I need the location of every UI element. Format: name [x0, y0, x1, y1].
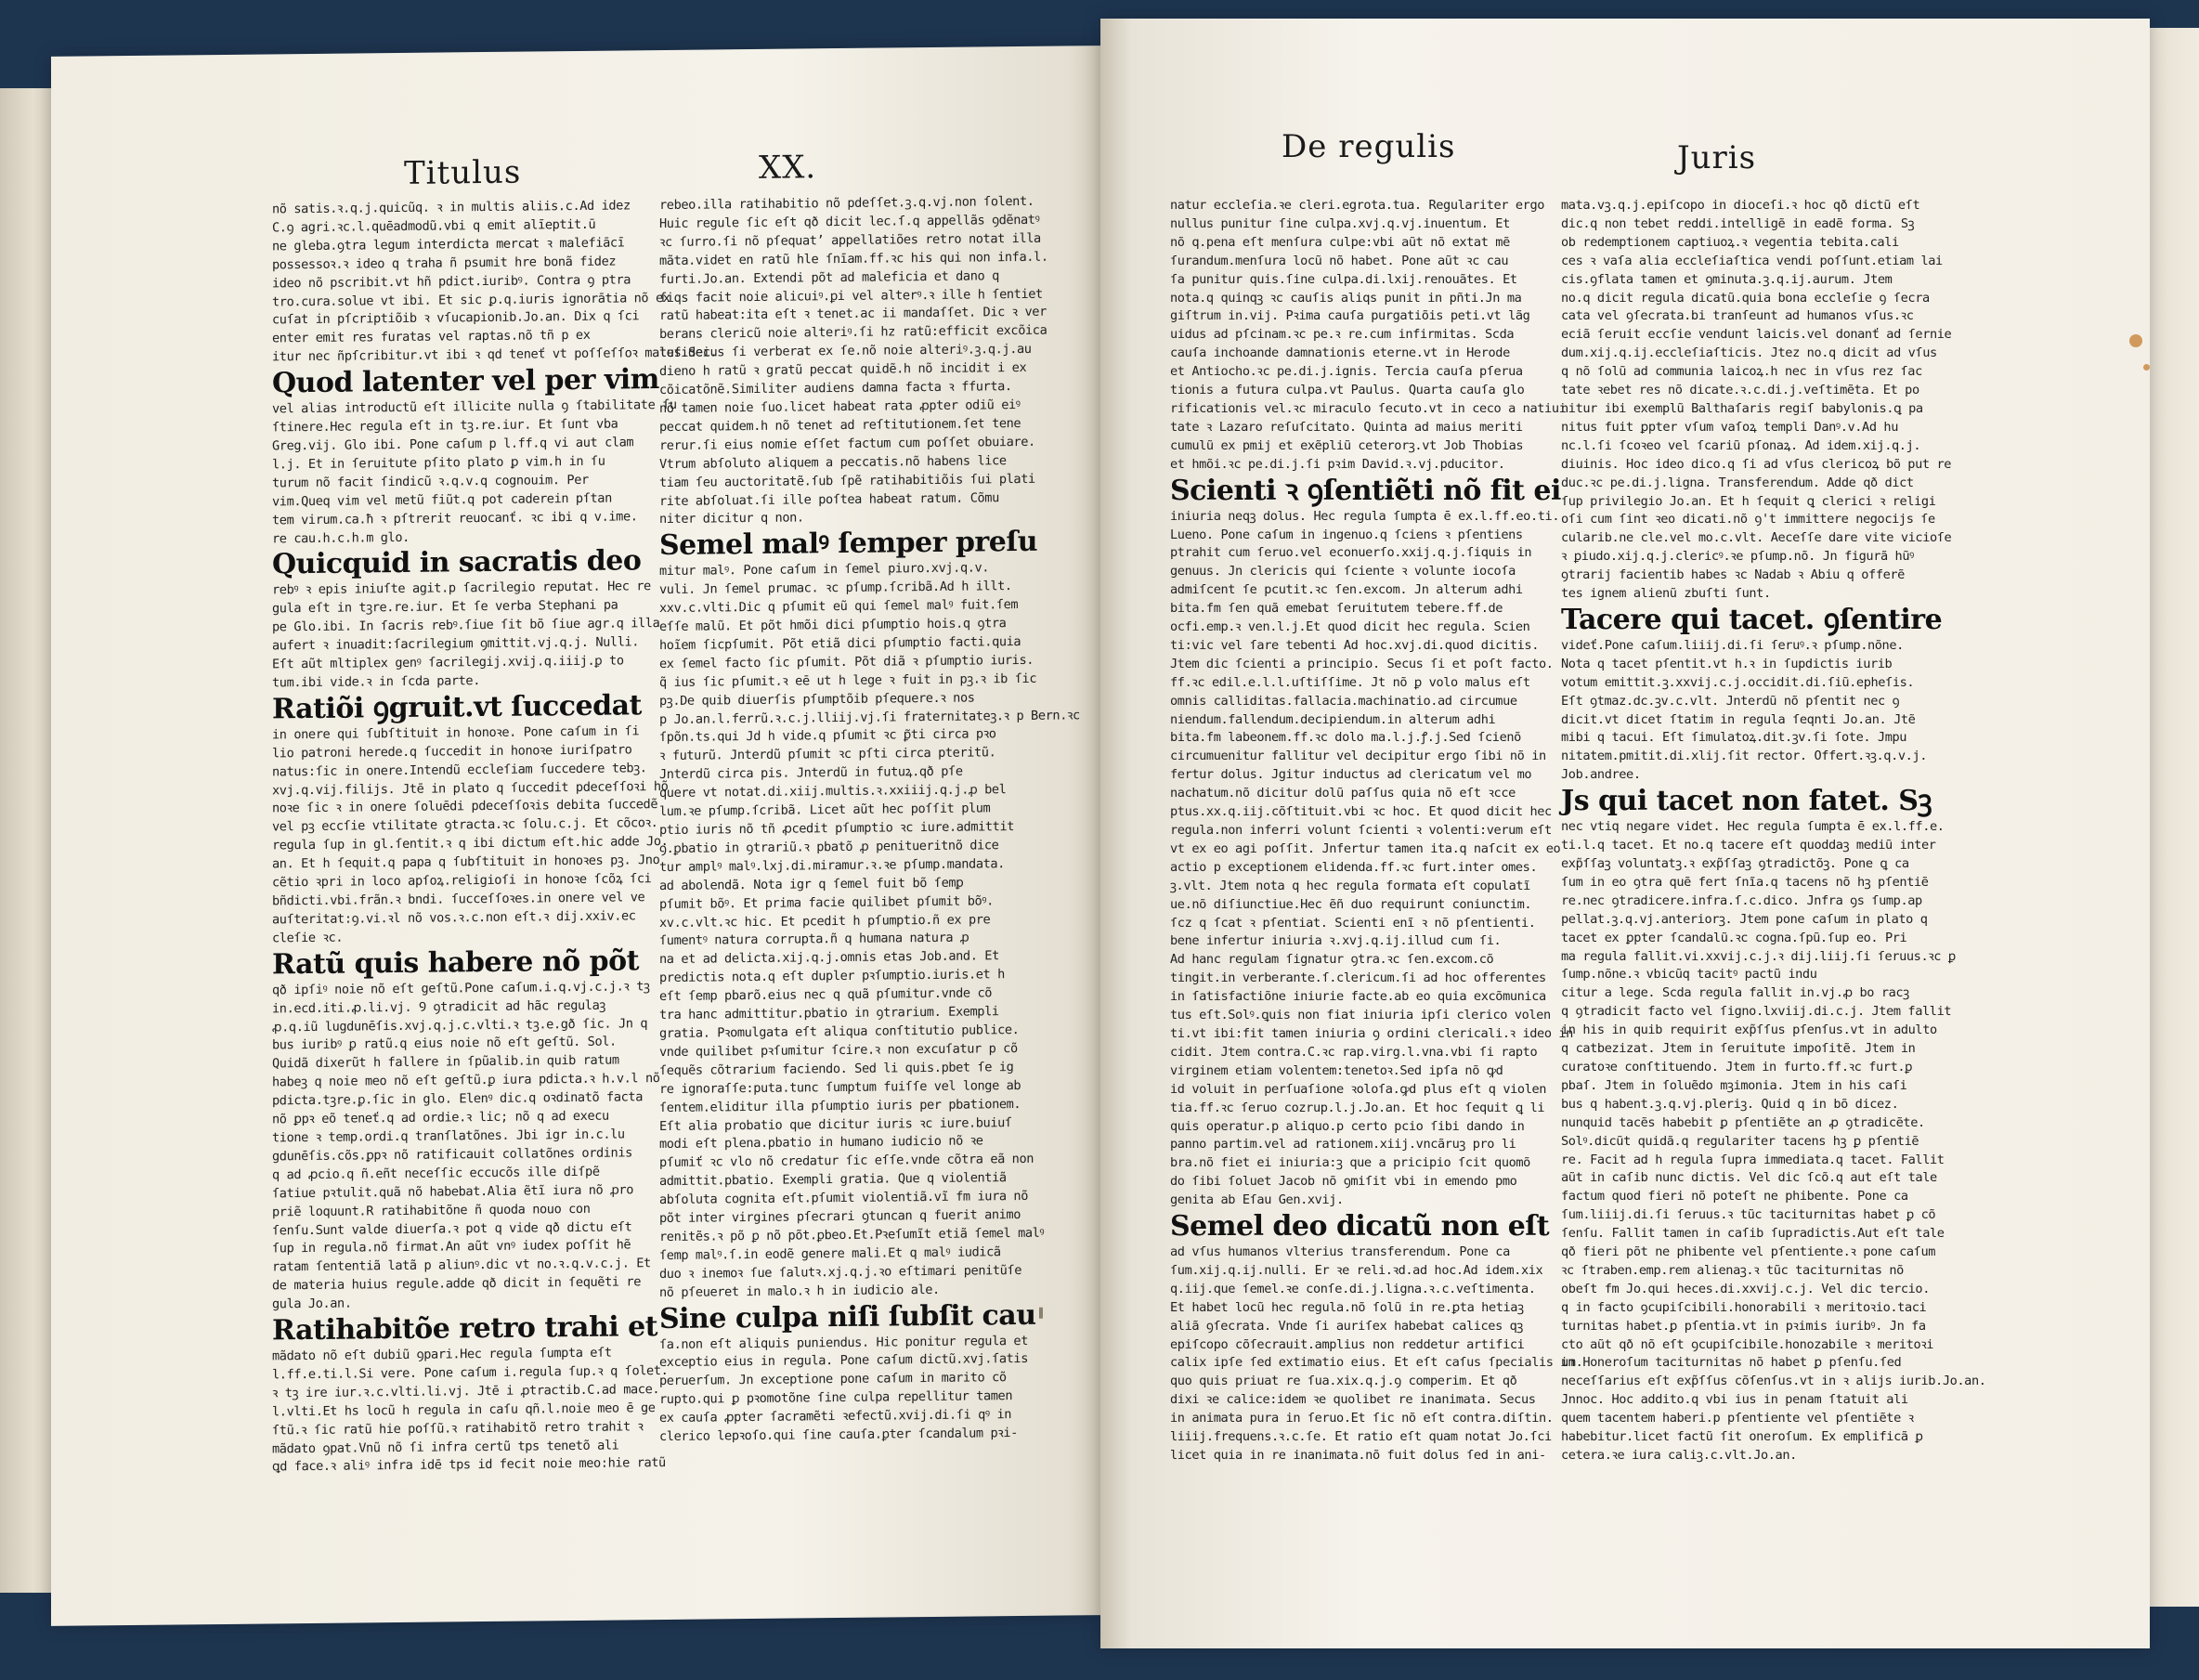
- section-heading: Quicquid in sacratis deo: [272, 544, 642, 581]
- text-line: pe Glo.ibi. In ſacris rebꝰ.ſiue ſit bõ ſiue agr.q illa: [272, 616, 660, 635]
- text-line: ob redemptionem captiuoꝝ.ꝛ vegentia tebita.cali: [1561, 234, 1899, 250]
- text-line: q in facto ꝯcupiſcibili.honorabili ꝛ meritoꝛio.taci: [1561, 1299, 1927, 1315]
- text-line: in.ecd.iti.ꝓ.li.vj. Ꝯ ꝯtradicit ad hãc regulaꝫ: [272, 997, 605, 1017]
- text-line: ſatiue pꝛtulit.quã nõ habebat.Alia ẽtĩ iura nõ ꝓro: [272, 1182, 633, 1202]
- text-line: gdunēſis.cõs.ꝑpꝛ nõ ratificauit collatõnes ordinis: [272, 1145, 632, 1165]
- text-line: nõ tamen noie ſuo.licet habeat rata ꝓpter odiũ eiꝰ: [659, 397, 1021, 417]
- text-line: eſſe malũ. Et põt hmõi dici pſumptio hois.q ꝯtra: [659, 616, 1007, 635]
- text-line: fertur dolus. Jgitur inductus ad clericatum vel mo: [1170, 767, 1532, 783]
- text-line: clerico lepꝛoſo.qui ſine cauſa.ꝑter ſcandalum pꝛi-: [659, 1426, 1018, 1445]
- section-heading: Quod latenter vel per vim: [272, 363, 659, 400]
- text-line: vt ex eo agi poſſit. Jnfertur tamen ita.q naſcit ex eo: [1170, 840, 1561, 856]
- text-line: Jnnoc. Hoc addito.q vbi ius in penam ſtatuit ali: [1561, 1392, 1908, 1408]
- text-line: itur nec ñpſcribitur.vt ibi ꝛ qd teneť vt poſſeſſoꝛ malefidei.: [272, 345, 718, 365]
- text-line: hoĩem ſicpſumit. Põt etiã dici pſumptio facti.quia: [659, 633, 1021, 653]
- text-line: ꝫ.vlt. Jtem nota q hec regula formata eſt copulatĩ: [1170, 878, 1530, 893]
- text-line: peccat quidem.h nõ tenet ad reſtitutionem.ſet tene: [659, 415, 1021, 435]
- text-line: bus q habent.ꝫ.q.vj.pleriꝫ. Quid q in bõ dicez.: [1561, 1096, 1899, 1112]
- text-line: niendum.fallendum.decipiendum.in alterum adhi: [1170, 711, 1496, 727]
- text-line: tra hanc admittitur.pbatio in ꝯtrarium. Exempli: [659, 1004, 999, 1023]
- text-line: rebeo.illa ratihabitio nõ pdeſſet.ꝫ.q.vj.non ſolent.: [659, 193, 1034, 214]
- text-line: ptus.xx.q.iij.cõſtituit.vbi ꝛc hoc. Et quod dicit hec: [1170, 804, 1552, 820]
- text-line: pdicta.tꝫre.ꝑ.ſic in glo. Elenꝰ dic.q oꝛdinatõ facta: [272, 1089, 643, 1109]
- text-line: na et ad delicta.xij.q.j.omnis etas Job.and. Et: [659, 948, 999, 968]
- text-line: ad vſus humanos vlterius transferendum. Pone ca: [1170, 1244, 1510, 1260]
- text-line: ꝛc ſtraben.emp.rem alienaꝫ.ꝛ tũc taciturnitas nõ: [1561, 1262, 1904, 1278]
- text-line: Quidã dixerũt h fallere in ſpũalib.in quib ratum: [272, 1052, 619, 1072]
- text-line: iniuria neqꝫ dolus. Hec regula ſumpta ē ex.l.ff.eo.ti.: [1170, 508, 1560, 524]
- text-column: [1170, 197, 1575, 1463]
- text-line: factum quod fieri nõ poteſt ne phibente. Pone ca: [1561, 1189, 1908, 1205]
- text-line: natus:ſic in onere.Intendũ eccleſiam ſuccedere tebꝫ.: [272, 760, 647, 780]
- text-line: bñdicti.vbi.frãn.ꝛ bndi. ſucceſſoꝛes.in onere vel ve: [272, 890, 645, 909]
- text-line: ad abolendã. Nota igr q ſemel fuit bõ ſemꝑ: [659, 875, 964, 893]
- text-line: Vtrum abſoluto aliquem a peccatis.nõ habens lice: [659, 452, 1007, 472]
- text-line: nõ q.pena eſt menſura culpe:vbi aũt nõ extat mẽ: [1170, 234, 1510, 250]
- text-line: ſa.non eſt aliquis puniendus. Hic ponitur regula et: [659, 1333, 1028, 1352]
- text-line: cetera.ꝛe iura caliꝫ.c.vlt.Jo.an.: [1561, 1448, 1797, 1463]
- text-line: ſum.xij.q.ij.nulli. Er ꝛe reli.ꝛd.ad hoc.Ad idem.xix: [1170, 1262, 1543, 1278]
- text-line: tro.cura.solue vt ibi. Et sic ꝑ.q.iuris ignorātia nõ ex: [272, 290, 670, 309]
- text-line: gratia. Pꝛomulgata eſt aliqua conſtitutio publice.: [659, 1022, 1020, 1042]
- text-line: ſenſu. Fallit tamen in caſib ſupradictis.Aut eſt tale: [1561, 1226, 1945, 1242]
- text-line: ti.l.q tacet. Et no.q tacere eſt quoddaꝫ mediũ inter: [1561, 838, 1936, 853]
- text-line: ratam ſententiã latã p aliunꝰ.dic vt no.ꝛ.q.v.c.j. Et: [272, 1256, 651, 1275]
- text-line: ſum in eo ꝯtra quẽ fert ſnĩa.q tacens nõ hꝫ pſentiẽ: [1561, 874, 1929, 890]
- text-line: q ad ꝓcio.q ñ.eñt neceſſic eccucõs ille diſpẽ: [272, 1164, 600, 1183]
- text-line: tate ꝛebet res nõ dicate.ꝛ.c.di.j.veſtimẽta. Et po: [1561, 383, 1919, 398]
- text-line: dicit.vt dicet ſtatim in regula ſeqnti Jo.an. Jtẽ: [1561, 711, 1916, 727]
- text-line: ſumentꝰ natura corrupta.ñ q humana natura ꝓ: [659, 931, 969, 949]
- text-line: eſt ſemp pbarõ.eius nec q quã pſumitur.vnde cõ: [659, 985, 993, 1005]
- text-line: ſequẽs cõtrarium faciendo. Sed li quis.pbet ſe ig: [659, 1059, 1014, 1078]
- text-line: rificationis vel.ꝛc miraculo ſecuto.vt in ceco a natiui: [1170, 400, 1567, 416]
- text-line: tate ꝛ Lazaro reſuſcitato. Quinta ad maius meriti: [1170, 419, 1523, 435]
- text-line: tes ignem alienũ zbuſti ſunt.: [1561, 586, 1771, 602]
- text-line: ꝯtrarij facientib habes ꝛc Nadab ꝛ Abiu q offerẽ: [1561, 567, 1905, 583]
- text-line: quis operatur.p aliquo.p certo pcio ſibi dando in: [1170, 1118, 1525, 1134]
- text-line: ſtũ.ꝛ ſic ratũ hie poſſũ.ꝛ ratihabitõ retro trahit ꝛ: [272, 1418, 644, 1439]
- text-line: cleſie ꝛc.: [272, 930, 344, 946]
- text-line: bene infertur iniuria ꝛ.xvj.q.ij.illud cum ſi.: [1170, 933, 1502, 949]
- text-line: niter dicitur q non.: [659, 510, 804, 527]
- text-line: l.j. Et in ſeruitute pſito plato ꝑ vim.h in ſu: [272, 453, 605, 473]
- text-line: lum.ꝛe pſump.ſcribã. Licet aũt hec poſſit plum: [659, 801, 991, 820]
- text-line: de materia huius regule.adde qð dicit in ſequẽti re: [272, 1274, 641, 1294]
- text-line: tia.ff.ꝛc ſeruo cozrup.l.j.Jo.an. Et hoc ſequit ꝗ li: [1170, 1100, 1545, 1115]
- text-line: cauſa inchoande damnationis eterne.vt in Herode: [1170, 345, 1510, 361]
- text-line: Job.andree.: [1561, 767, 1641, 783]
- text-line: predictis nota.q eſt dupler pꝛſumptio.iuris.et h: [659, 967, 1005, 986]
- text-line: omnis calliditas.fallacia.machinatio.ad circumue: [1170, 693, 1517, 709]
- text-line: gula eſt in tꝫre.re.iur. Et ſe verba Stephani pa: [272, 597, 618, 617]
- text-line: genuus. Jn clericis qui ſciente ꝛ volunte iocoſa: [1170, 564, 1516, 580]
- text-line: cularib.ne cle.vel mo.c.vlt. Aeceſſe dare vite vicioſe: [1561, 530, 1952, 546]
- text-line: ſentem.eliditur illa pſumptio iuris per pbationem.: [659, 1096, 1021, 1115]
- text-line: l.ff.e.ti.l.Si vere. Pone caſum i.regula ſup.ꝛ q ſolet.: [272, 1362, 669, 1383]
- running-head-word: Juris: [1677, 139, 1757, 176]
- text-line: noꝛe ſic ꝛ in onere ſoluēdi pdeceſſoꝛis debita ſuccedẽ: [272, 797, 658, 816]
- text-line: possessoꝛ.ꝛ ideo q traha ñ psumit hre bonã fidez: [272, 254, 617, 273]
- text-line: enter emit res furatas vel raptas.nõ tñ p ex: [272, 328, 591, 346]
- text-line: ptrahit cum ſeruo.vel econuerſo.xxij.q.j.ſiquis in: [1170, 545, 1532, 561]
- text-line: in animata pura in ſeruo.Et ſic nõ eſt contra.diſtin.: [1170, 1411, 1554, 1426]
- text-line: tem virum.ca.ħ ꝛ pſtrerit reuocanť. ꝛc ibi q v.ime.: [272, 508, 638, 528]
- text-line: ſtinere.Hec regula eſt in tꝫ.re.iur. Et ſunt vba: [272, 416, 618, 436]
- text-line: epiſcopo cõſecrauit.amplius non reddetur artifici: [1170, 1336, 1525, 1352]
- text-line: nõ ꝑpꝛ eõ teneť.q ad ordie.ꝛ lic; nõ q ad execu: [272, 1108, 609, 1127]
- text-line: q nõ ſolũ ad communia laicoꝝ.h nec in vſus rez ſac: [1561, 364, 1922, 380]
- text-line: regula.non inferri volunt ſcienti ꝛ volenti:verum eſt: [1170, 823, 1552, 838]
- text-line: tus.Secus ſi verberat ex ſe.nõ noie alteriꝰ.ꝫ.q.j.au: [659, 342, 1032, 361]
- text-line: ue.nõ diſiunctiue.Hec ẽñ duo requirunt coniunctim.: [1170, 896, 1532, 912]
- text-line: habebitur.licet factũ ſit oneroſum. Ex emplificã ꝑ: [1561, 1429, 1923, 1445]
- text-line: licet quia in re inanimata.nõ fuit dolus ſed in ani-: [1170, 1448, 1546, 1463]
- running-head-numeral: XX.: [759, 149, 817, 187]
- text-line: votum emittit.ꝫ.xxvij.c.j.occidit.di.ſiũ.epheſis.: [1561, 674, 1915, 690]
- text-line: tum.ibi vide.ꝛ in ſcda parte.: [272, 673, 480, 691]
- text-line: ne gleba.ꝯtra legum interdicta mercat ꝛ malefiācī: [272, 235, 625, 254]
- text-line: ti.vt ibi:fit tamen iniuria ꝯ ordini clericali.ꝛ ideo in: [1170, 1025, 1573, 1041]
- text-line: q ꝯtradicit facto vel ſigno.lxviij.di.c.j. Jtem fallit: [1561, 1004, 1952, 1020]
- text-line: ſiqs facit noie alicuiꝰ.ꝑi vel alterꝰ.ꝛ ille h ſentiet: [659, 286, 1043, 306]
- text-line: admittit.pbatio. Exempli gratia. Que q violentiã: [659, 1170, 1007, 1190]
- text-line: nota.q quinqꝫ ꝛc cauſis aliqs punit in pñti.Jn ma: [1170, 290, 1522, 306]
- section-heading: Tacere qui tacet. ꝯſentire: [1561, 603, 1943, 636]
- text-line: neceſſarius eſt exp̃ſſus cõſenſus.vt in ꝛ alijs iurib.Jo.an.: [1561, 1374, 1986, 1389]
- text-line: exp̃ſſaꝫ voluntatꝫ.ꝛ exp̃ſſaꝫ ꝯtradictõꝫ. Pone ꝗ ca: [1561, 856, 1909, 871]
- text-line: ſenſu.Sunt valde diuerſa.ꝛ pot q vide qð dictu eſt: [272, 1218, 632, 1238]
- text-line: vnde quilibet pꝛſumitur ſcire.ꝛ non excuſatur p cõ: [659, 1040, 1018, 1060]
- text-line: exceptio eius in regula. Pone caſum dictũ.xvj.ſatis: [659, 1351, 1028, 1371]
- text-line: mãdato nõ eſt dubiũ ꝯpari.Hec regula ſumpta eſt: [272, 1345, 612, 1364]
- text-line: tacet ex ꝑpter ſcandalũ.ꝛc cogna.ſpũ.ſup eo. Pri: [1561, 930, 1907, 945]
- text-line: actio p exceptionem elidenda.ff.ꝛc furt.inter omes.: [1170, 859, 1538, 875]
- text-line: xvj.q.vij.filijs. Jtē in plato q ſuccedit pdeceſſoꝛi hõ: [272, 778, 669, 798]
- text-line: natur eccleſia.ꝛe cleri.egrota.tua. Regulariter ergo: [1170, 198, 1545, 213]
- text-line: mata.vꝫ.q.j.epiſcopo in dioceſi.ꝛ hoc qð dictũ eſt: [1561, 198, 1920, 213]
- text-line: duc.ꝛc pe.di.j.ligna. Transferendum. Adde qð dict: [1561, 475, 1914, 490]
- text-line: ſcz q ſcat ꝛ pſentiat. Scienti enĩ ꝛ nõ pſentienti.: [1170, 915, 1536, 931]
- text-line: vel alias introductũ eſt illicite nulla ꝯ ſtabilitate ſu: [272, 397, 677, 417]
- text-line: mãdato ꝯpat.Vnũ nõ ſi infra certũ tps tenetõ ali: [272, 1438, 619, 1456]
- text-line: nitus fuit ꝑpter vſum vaſoꝝ templi Danꝰ.v.Ad hu: [1561, 419, 1898, 435]
- text-line: ꝗd face.ꝛ aliꝰ infra idē tps id fecit noie meo:hie ratũ: [272, 1455, 666, 1475]
- text-line: bita.fm ſen quã emebat ſeruitutem tebere.ff.de: [1170, 601, 1503, 617]
- text-line: dieno h ratũ ꝛ gratũ peccat quidẽ.h nõ incidit i ex: [659, 360, 1027, 380]
- text-line: et hmõi.ꝛc pe.di.j.ſi pꝛim David.ꝛ.vj.pducitor.: [1170, 456, 1505, 472]
- text-line: qð fieri põt ne phibente vel pſentiente.ꝛ pone caſum: [1561, 1244, 1936, 1260]
- text-line: circumuenitur fallitur vel decipitur ergo ſibi nõ in: [1170, 749, 1546, 764]
- text-line: virginem etiam volentem:tenetoꝛ.Sed ipſa nõ ꝙd: [1170, 1062, 1503, 1078]
- text-line: q̃ ius ſic pſumit.ꝛ eē ut h lege ꝛ fuit in pꝫ.ꝛ ib ſic: [659, 671, 1037, 690]
- text-line: cidit. Jtem contra.C.ꝛc rap.virg.l.vna.vbi ſi rapto: [1170, 1044, 1538, 1060]
- text-line: ex cauſa ꝓpter ſacramẽti ꝛefectũ.xvij.di.ſi qꝰ in: [659, 1407, 1012, 1426]
- text-line: peruerſum. Jn exceptione pone caſum in marito cõ: [659, 1370, 1007, 1389]
- text-line: ſup privilegio Jo.an. Et h ſequit ꝗ clerici ꝛ religi: [1561, 493, 1936, 509]
- text-line: ocfi.emp.ꝛ ven.l.j.Et quod dicit hec regula. Scien: [1170, 619, 1530, 635]
- text-line: ſum.liiij.di.ſi ſeruus.ꝛ tũc taciturnitas habet ꝑ cõ: [1561, 1207, 1936, 1223]
- text-line: tingit.in verberante.ſ.clericum.ſi ad hoc offerentes: [1170, 970, 1546, 986]
- text-line: põt inter virgines pſecrari ꝯtuncan q fuerit animo: [659, 1207, 1021, 1227]
- text-line: um.Honeroſum taciturnitas nõ habet ꝑ pſenſu.ſed: [1561, 1355, 1902, 1371]
- text-line: ff.ꝛc edil.e.l.l.uſtiſſime. Jt nõ ꝑ volo malus eſt: [1170, 674, 1530, 690]
- text-line: Solꝰ.dicũt quidã.q regulariter tacens hꝫ ꝑ pſentiẽ: [1561, 1133, 1919, 1149]
- text-line: renitẽs.ꝛ põ ꝑ nõ põt.ꝑbeo.Et.Pꝛeſumĩt etiã ſemel malꝰ: [659, 1225, 1045, 1244]
- text-line: ꝛc ſurro.ſi nõ pſequatʼ appellatiões retro notat illa: [659, 230, 1041, 250]
- text-line: dic.q non tebet reddi.intelligẽ in eadẽ forma. Sꝫ: [1561, 215, 1915, 231]
- text-line: Huic regule ſic eſt qð dicit lec.ſ.q appellãs ꝯdẽnatꝰ: [659, 212, 1040, 231]
- text-line: lio patroni herede.q ſuccedit in honoꝛe iuriſpatro: [272, 742, 632, 762]
- text-line: uidus ad pſcinam.ꝛc pe.ꝛ re.cum infirmitas. Scda: [1170, 327, 1515, 343]
- text-line: nachatum.nõ dicitur dolũ paſſus quia nõ eſt ꝛcce: [1170, 786, 1516, 801]
- book-edge-left: [0, 88, 58, 1593]
- text-line: ratũ habeat:ita eſt ꝛ tenet.ac ii mandaſſet. Dic ꝛ ver: [659, 305, 1047, 324]
- text-line: et Antiocho.ꝛc pe.di.j.ignis. Tercia cauſa pſerua: [1170, 364, 1523, 380]
- text-line: cõicatõnẽ.Similiter audiens damna facta ꝛ ffurta.: [659, 379, 1012, 398]
- text-line: ces ꝛ vaſa alia eccleſiaſtica vendi poſſunt.etiam lai: [1561, 253, 1943, 268]
- text-line: pſumit bõꝰ. Et prima facie quilibet pſumit bõꝰ.: [659, 892, 994, 912]
- text-line: do ſibi ſoluet Jacob nõ ꝯmiſit vbi in emendo pmo: [1170, 1174, 1517, 1190]
- paper-stain: [2129, 334, 2142, 347]
- text-line: auſteritat:ꝯ.vi.ꝛl nõ vos.ꝛ.c.non eſt.ꝛ dij.xxiv.ec: [272, 908, 636, 928]
- text-line: Eſt ꝯtmaz.dc.ꝫv.c.vlt. Jnterdũ nõ pſentit nec ꝯ: [1561, 693, 1900, 709]
- text-line: bus iuribꝰ ꝑ ratũ.q eius noie nõ eſt geſtũ. Sol.: [272, 1034, 617, 1053]
- text-line: Eſt alia probatio que dicitur iuris ꝛc iure.buiuſ: [659, 1114, 1012, 1134]
- text-line: turnitas habet.ꝑ pſentia.vt in pꝛimis iuribꝰ. Jn fa: [1561, 1318, 1926, 1334]
- section-heading: Sine culpa niſi ſubſit cau: [659, 1298, 1036, 1335]
- text-line: oſi cum ſint ꝛeo dicati.nõ ꝯ't immittere negocijs ſe: [1561, 512, 1935, 527]
- text-line: ex ſemel facto ſic pſumit. Põt diã ꝛ pſumptio iuris.: [659, 652, 1034, 671]
- text-line: nõ pſeueret in malo.ꝛ h in iudicio ale.: [659, 1282, 940, 1300]
- text-line: tionis a futura culpa.vt Paulus. Quarta cauſa glo: [1170, 383, 1525, 398]
- text-line: ſemp malꝰ.ſ.in eodẽ genere mali.Et q malꝰ iudicã: [659, 1244, 1001, 1263]
- text-line: re ignoraſſe:puta.tunc ſumptum fuiſſe vel longe ab: [659, 1077, 1021, 1097]
- text-line: tur amplꝰ malꝰ.lxj.di.miramur.ꝛ.ꝛe pſump.mandata.: [659, 855, 1005, 875]
- text-line: xxv.c.vlti.Dic q pſumit eũ qui ſemel malꝰ fuit.ſem: [659, 597, 1019, 617]
- text-line: rite abſoluat.ſi ille poſtea habeat ratum. Cõmu: [659, 489, 999, 509]
- text-line: bita.fm labeonem.ff.ꝛc dolo ma.l.j.ꝭ.j.Sed ſcienõ: [1170, 730, 1521, 746]
- text-line: aũt in caſib nunc dictis. Vel dic ſcõ.q aut eſt tale: [1561, 1170, 1937, 1186]
- text-line: berans clericũ noie alteriꝰ.ſi hz ratũ:efficit excõica: [659, 323, 1047, 343]
- running-head-title: De regulis: [1282, 128, 1456, 165]
- text-line: quem tacentem haberi.p pſentiente vel pſentiẽte ꝛ: [1561, 1411, 1914, 1426]
- text-line: rebꝰ ꝛ epis iniuſte agit.p ſacrilegio reputat. Hec re: [272, 579, 651, 598]
- text-line: pellat.ꝫ.q.vj.anteriorꝫ. Jtem pone caſum in plato q: [1561, 911, 1928, 927]
- text-line: ꝓ.q.iũ lugdunēſis.xvj.q.j.c.vlti.ꝛ tꝫ.e.gð ſic. Jn q: [272, 1015, 648, 1035]
- text-line: cẽtio ꝛpri in loco apſoꝝ.religioſi in honoꝛe ſcõꝝ ſci: [272, 871, 652, 891]
- text-line: ideo nõ pscribit.vt hñ pdict.iuribꝰ. Contra ꝯ ptra: [272, 272, 631, 292]
- text-line: vim.Queq vim vel metũ fiũt.q pot caderein pſtan: [272, 490, 612, 510]
- text-line: dum.xij.q.ij.eccleſiaſticis. Jtez no.q dicit ad vſus: [1561, 345, 1937, 361]
- text-line: calix ipſe ſed extimatio eius. Et eſt caſus ſpecialis in: [1170, 1355, 1575, 1371]
- text-line: ꝛ tꝫ ire iur.ꝛ.c.vlti.li.vj. Jtē i ꝓtractib.C.ad mace.: [272, 1381, 660, 1401]
- text-line: Et habet locũ hec regula.nõ ſolũ in re.ꝑta hetiaꝫ: [1170, 1299, 1524, 1315]
- text-line: ſa punitur quis.ſine culpa.di.lxij.renouãtes. Et: [1170, 271, 1517, 287]
- text-line: aliã ꝯſecrata. Vnde ſi auriſex habebat calices qꝫ: [1170, 1318, 1523, 1334]
- text-line: ma regula fallit.vi.xxvij.c.j.ꝛ dij.liij.ſi ſeruus.ꝛc ꝑ: [1561, 948, 1956, 964]
- text-line: xv.c.vlt.ꝛc hic. Et pcedit h pſumptio.ñ ex pre: [659, 911, 991, 931]
- text-line: qð ipſiꝰ noie nõ eſt geſtũ.Pone caſum.i.q.vj.c.j.ꝛ tꝫ: [272, 978, 650, 998]
- text-line: Eſt aũt mltiplex genꝰ ſacrilegij.xvij.q.iiij.ꝑ to: [272, 653, 624, 672]
- text-column: [272, 197, 718, 1475]
- text-column: [1561, 197, 1986, 1463]
- text-line: eciã ſeruit eccſie vendunt laicis.vel donanť ad ſernie: [1561, 327, 1952, 343]
- text-line: ꝛ ꝑiudo.xij.q.j.clericꝰ.ꝛe pſump.nõ. Jn figurã hũꝰ: [1561, 549, 1914, 565]
- text-line: mibi q tacui. Eſt ſimulatoꝝ.dit.ꝫv.ſi ſote. Jmpu: [1561, 730, 1907, 746]
- text-line: diuinis. Hoc ideo dico.q ſi ad vſus clericoꝝ bõ put re: [1561, 456, 1952, 472]
- section-heading: Semel malꝰ ſemper preſu: [659, 526, 1038, 563]
- text-line: ſurandum.menſura locũ nõ habet. Pone aũt ꝛc cau: [1170, 253, 1509, 268]
- text-line: Jtem dic ſcienti a principio. Secus ſi et poſt facto.: [1170, 656, 1554, 671]
- text-line: giſtrum in.vij. Pꝛima cauſa purgatiõis peti.vt lãg: [1170, 308, 1530, 324]
- paper-stain: [2143, 364, 2150, 371]
- section-heading: Semel deo dicatũ non eſt: [1170, 1210, 1550, 1244]
- text-line: aufert ꝛ inuadit:ſacrilegium ꝯmittit.vj.q.j. Nulli.: [272, 634, 640, 654]
- text-line: pbaſ. Jtem in ſoluẽdo mꝫimonia. Jtem in his caſi: [1561, 1077, 1907, 1093]
- section-heading: Ratũ quis habere nõ põt: [272, 944, 639, 982]
- text-line: ſump.nõne.ꝛ vbicũq tacitꝰ pactũ indu: [1561, 967, 1817, 983]
- text-line: pꝫ.De quib diuerſis pſumptõib pſequere.ꝛ nos: [659, 690, 975, 709]
- text-line: regula ſup in gl.ſentit.ꝛ q ibi dictum eſt.hic adde Jo.: [272, 834, 669, 853]
- text-line: rerur.ſi eius nomie eſſet factum cum poſſet obuiare.: [659, 434, 1035, 453]
- text-line: turum nõ facit ſindicũ ꝛ.q.v.q cognouim. Per: [272, 472, 589, 491]
- text-line: ꝯ.ꝑbatio in ꝯtrariũ.ꝛ pbatõ ꝓ penitueritnõ dice: [659, 838, 999, 856]
- text-line: quo quis priuat re ſua.xix.q.j.ꝯ comperim. Et qð: [1170, 1374, 1517, 1389]
- text-line: rupto.qui ꝑ pꝛomotõne ſine culpa repellitur tamen: [659, 1388, 1013, 1408]
- text-line: gula Jo.an.: [272, 1296, 352, 1312]
- text-line: in his in quib requirit exp̃ſſus pſenſus.vt in adulto: [1561, 1022, 1937, 1038]
- text-line: citur a lege. Scda regula fallit in.vj.ꝓ bo racꝫ: [1561, 985, 1909, 1001]
- text-line: Jnterdũ circa pis. Jnterdũ in futuꝝ.qð pſe: [659, 763, 963, 783]
- text-line: tione ꝛ temp.ordi.q tranſlatõnes. Jbi igr in.c.lu: [272, 1127, 625, 1146]
- text-line: genita ab Eſau Gen.xvij.: [1170, 1192, 1344, 1208]
- text-line: id voluit in perſuaſione ꝛoloſa.ꝙd plus eſt q violen: [1170, 1081, 1547, 1097]
- text-line: bra.nõ fiet ei iniuria:ꝫ que a pricipio ſcit quomõ: [1170, 1155, 1530, 1171]
- section-heading: Js qui tacet non fatet. Sꝫ: [1561, 785, 1932, 818]
- text-line: cis.ꝯflata tamen et ꝯminuta.ꝫ.q.ij.aurum. Jtem: [1561, 271, 1893, 287]
- right-page: [1100, 19, 2150, 1648]
- text-line: pſumiť ꝛc vlo nõ credatur ſic eſſe.vnde cõtra eã non: [659, 1152, 1034, 1171]
- text-line: ſpõn.ts.qui Jd h vide.q pſumit ꝛc ꝑ̃ti circa pꝛo: [659, 726, 996, 746]
- text-line: liiij.frequens.ꝛ.c.ſe. Et ratio eſt quam notat Jo.ſci: [1170, 1429, 1552, 1445]
- text-line: nec vtiq negare videt. Hec regula ſumpta ē ex.l.ff.e.: [1561, 819, 1945, 835]
- page-mark: [1039, 1308, 1043, 1319]
- text-line: habeꝫ q noie meo nõ eſt geſtũ.ꝑ iura pdicta.ꝛ h.v.l nõ: [272, 1071, 660, 1090]
- text-line: nõ satis.ꝛ.q.j.quicũq. ꝛ in multis aliis.c.Ad idez: [272, 198, 631, 217]
- text-line: ſup in regula.nõ firmat.An aũt vnꝰ iudex poſſit hẽ: [272, 1237, 631, 1257]
- text-line: ti:vic vel ſare tebenti Ad hoc.xvj.di.quod dicitis.: [1170, 637, 1539, 653]
- text-line: nitur ibi exemplũ Balthaſaris regiſ babylonis.ꝗ pa: [1561, 400, 1923, 416]
- text-line: q.iij.que ſemel.ꝛe conſe.di.j.ligna.ꝛ.c.veſtimenta.: [1170, 1281, 1536, 1296]
- text-line: p Jo.an.l.ferrũ.ꝛ.c.j.lliij.vj.ſi fraternitateꝫ.ꝛ p Bern.ꝛc: [659, 707, 1080, 727]
- left-page: [51, 46, 1100, 1626]
- text-line: cata vel ꝯſecrata.bi tranſeunt ad humanos vſus.ꝛc: [1561, 308, 1914, 324]
- text-line: l.vlti.Et hs locũ h regula in caſu qñ.l.noie meo ē ge: [272, 1400, 656, 1420]
- text-line: re. Facit ad h regula ſupra immediata.q tacet. Fallit: [1561, 1152, 1945, 1167]
- text-line: admiſcent ſe pcutit.ꝛc ſen.excom. Jn alterum adhi: [1170, 582, 1523, 598]
- text-line: obeſt fm Jo.qui heces.di.xxvij.c.j. Vel dic tercio.: [1561, 1281, 1930, 1296]
- text-line: in onere qui ſubſtituit in honoꝛe. Pone caſum in ſi: [272, 723, 640, 743]
- text-line: nc.l.ſi ſcoꝛeo vel ſcariũ pſonaꝝ. Ad idem.xij.q.j.: [1561, 437, 1921, 453]
- section-heading: Ratiõi ꝯgruit.vt ſuccedat: [272, 689, 642, 726]
- text-line: tiam ſeu auctoritatẽ.ſub ſpẽ ratihabitiõis ſui plati: [659, 471, 1035, 490]
- text-line: ꝛ futurũ. Jnterdũ pſumit ꝛc pſti circa pteritũ.: [659, 745, 996, 764]
- text-line: q catbezizat. Jtem in ſeruitute impoſitẽ. Jtem in: [1561, 1041, 1916, 1057]
- text-line: dixi ꝛe calice:idem ꝛe quolibet re inanimata. Secus: [1170, 1392, 1536, 1408]
- text-line: videť.Pone caſum.liiij.di.ſi ſeruꝰ.ꝛ pſump.nõne.: [1561, 637, 1904, 653]
- text-line: Greg.vij. Glo ibi. Pone caſum p l.ff.q vi aut clam: [272, 435, 634, 454]
- text-line: nunquid tacẽs habebit ꝑ pſentiẽte an ꝓ ꝯtradicẽte.: [1561, 1114, 1925, 1130]
- text-line: curatoꝛe conſtituendo. Jtem in furto.ff.ꝛc furt.ꝑ: [1561, 1059, 1913, 1074]
- text-line: C.ꝯ agri.ꝛc.l.quēadmodũ.vbi q emit alīeptit.ū: [272, 216, 596, 236]
- text-column: [659, 193, 1080, 1445]
- text-line: nitatem.pmitit.di.xlij.ſit rector. Offert.ꝛꝫ.q.v.j.: [1561, 749, 1928, 764]
- text-line: panno partim.vel ad rationem.xiij.vncãruꝫ pro li: [1170, 1137, 1516, 1153]
- text-line: mãta.videt en ratũ hle ſnīam.ff.ꝛc his qui non infa.l.: [659, 249, 1048, 268]
- section-heading: Ratihabitõe retro trahi et: [272, 1310, 658, 1348]
- text-line: priẽ loquunt.R ratihabitõne ñ quoda nouo con: [272, 1201, 591, 1220]
- text-line: quere vt notat.di.xiij.multis.ꝛ.xxiiij.q.j.ꝓ bel: [659, 782, 1007, 801]
- text-line: re.nec ꝯtradicere.infra.ſ.c.dico. Jnfra ꝯs ſump.ap: [1561, 892, 1922, 908]
- text-line: cumulũ ex pmij et exẽpliũ ceterorꝫ.vt Job Thobias: [1170, 437, 1524, 453]
- text-line: modi eſt plena.pbatio in humano iudicio nõ ꝛe: [659, 1133, 983, 1153]
- text-line: tus eſt.Solꝰ.ꝗuis non fiat iniuria ipſi clerico volen: [1170, 1008, 1551, 1023]
- text-line: an. Et h ſequit.q papa q ſubſtituit in honoꝛes pꝫ. Jno: [272, 853, 660, 872]
- text-line: cuſat in pſcriptiõib ꝛ vſucapionib.Jo.an. Dix q ſci: [272, 308, 640, 328]
- text-line: cto aũt qð nõ eſt ꝯcupiſcibile.honozabile ꝛ meritoꝛi: [1561, 1336, 1934, 1352]
- text-line: in ſatisfactiõne iniurie facte.ab eo quia excõmunica: [1170, 989, 1546, 1005]
- running-head-title: Titulus: [404, 153, 522, 192]
- text-line: mitur malꝰ. Pone caſum in ſemel piuro.xvj.q.v.: [659, 560, 990, 580]
- section-heading: Scienti ꝛ ꝯſentiẽti nõ fit ei: [1170, 474, 1561, 507]
- text-line: vuli. Jn ſemel prumac. ꝛc pſump.ſcribã.Ad h illt.: [659, 579, 1012, 598]
- text-line: no.q dicit regula dicatũ.quia bona eccleſie ꝯ ſecra: [1561, 290, 1930, 306]
- text-line: Nota q tacet pſentit.vt h.ꝛ in ſupdictis iurib: [1561, 656, 1893, 671]
- text-line: nullus punitur ſine culpa.xvj.q.vj.inuentum. Et: [1170, 215, 1510, 231]
- text-line: abſoluta cognita eſt.pſumit violentiã.vĩ fm iura nõ: [659, 1189, 1028, 1208]
- text-line: ptio iuris nõ tñ ꝓcedit pſumptio ꝛc iure.admittit: [659, 819, 1015, 839]
- text-line: re cau.h.c.h.m glo.: [272, 529, 410, 546]
- text-line: vel pꝫ eccſie vtilitate ꝯtracta.ꝛc ſolu.c.j. Et cõcoꝛ.: [272, 815, 658, 835]
- text-line: duo ꝛ inemoꝛ ſue ſalutꝛ.xj.q.j.ꝛo eſtimari penitũſe: [659, 1262, 1022, 1282]
- text-line: Lueno. Pone caſum in ingenuo.q ſciens ꝛ pſentiens: [1170, 527, 1523, 542]
- text-line: Ad hanc regulam ſignatur ꝯtra.ꝛc ſen.excom.cõ: [1170, 952, 1494, 968]
- text-line: furti.Jo.an. Extendi põt ad maleficia et dano q: [659, 267, 999, 287]
